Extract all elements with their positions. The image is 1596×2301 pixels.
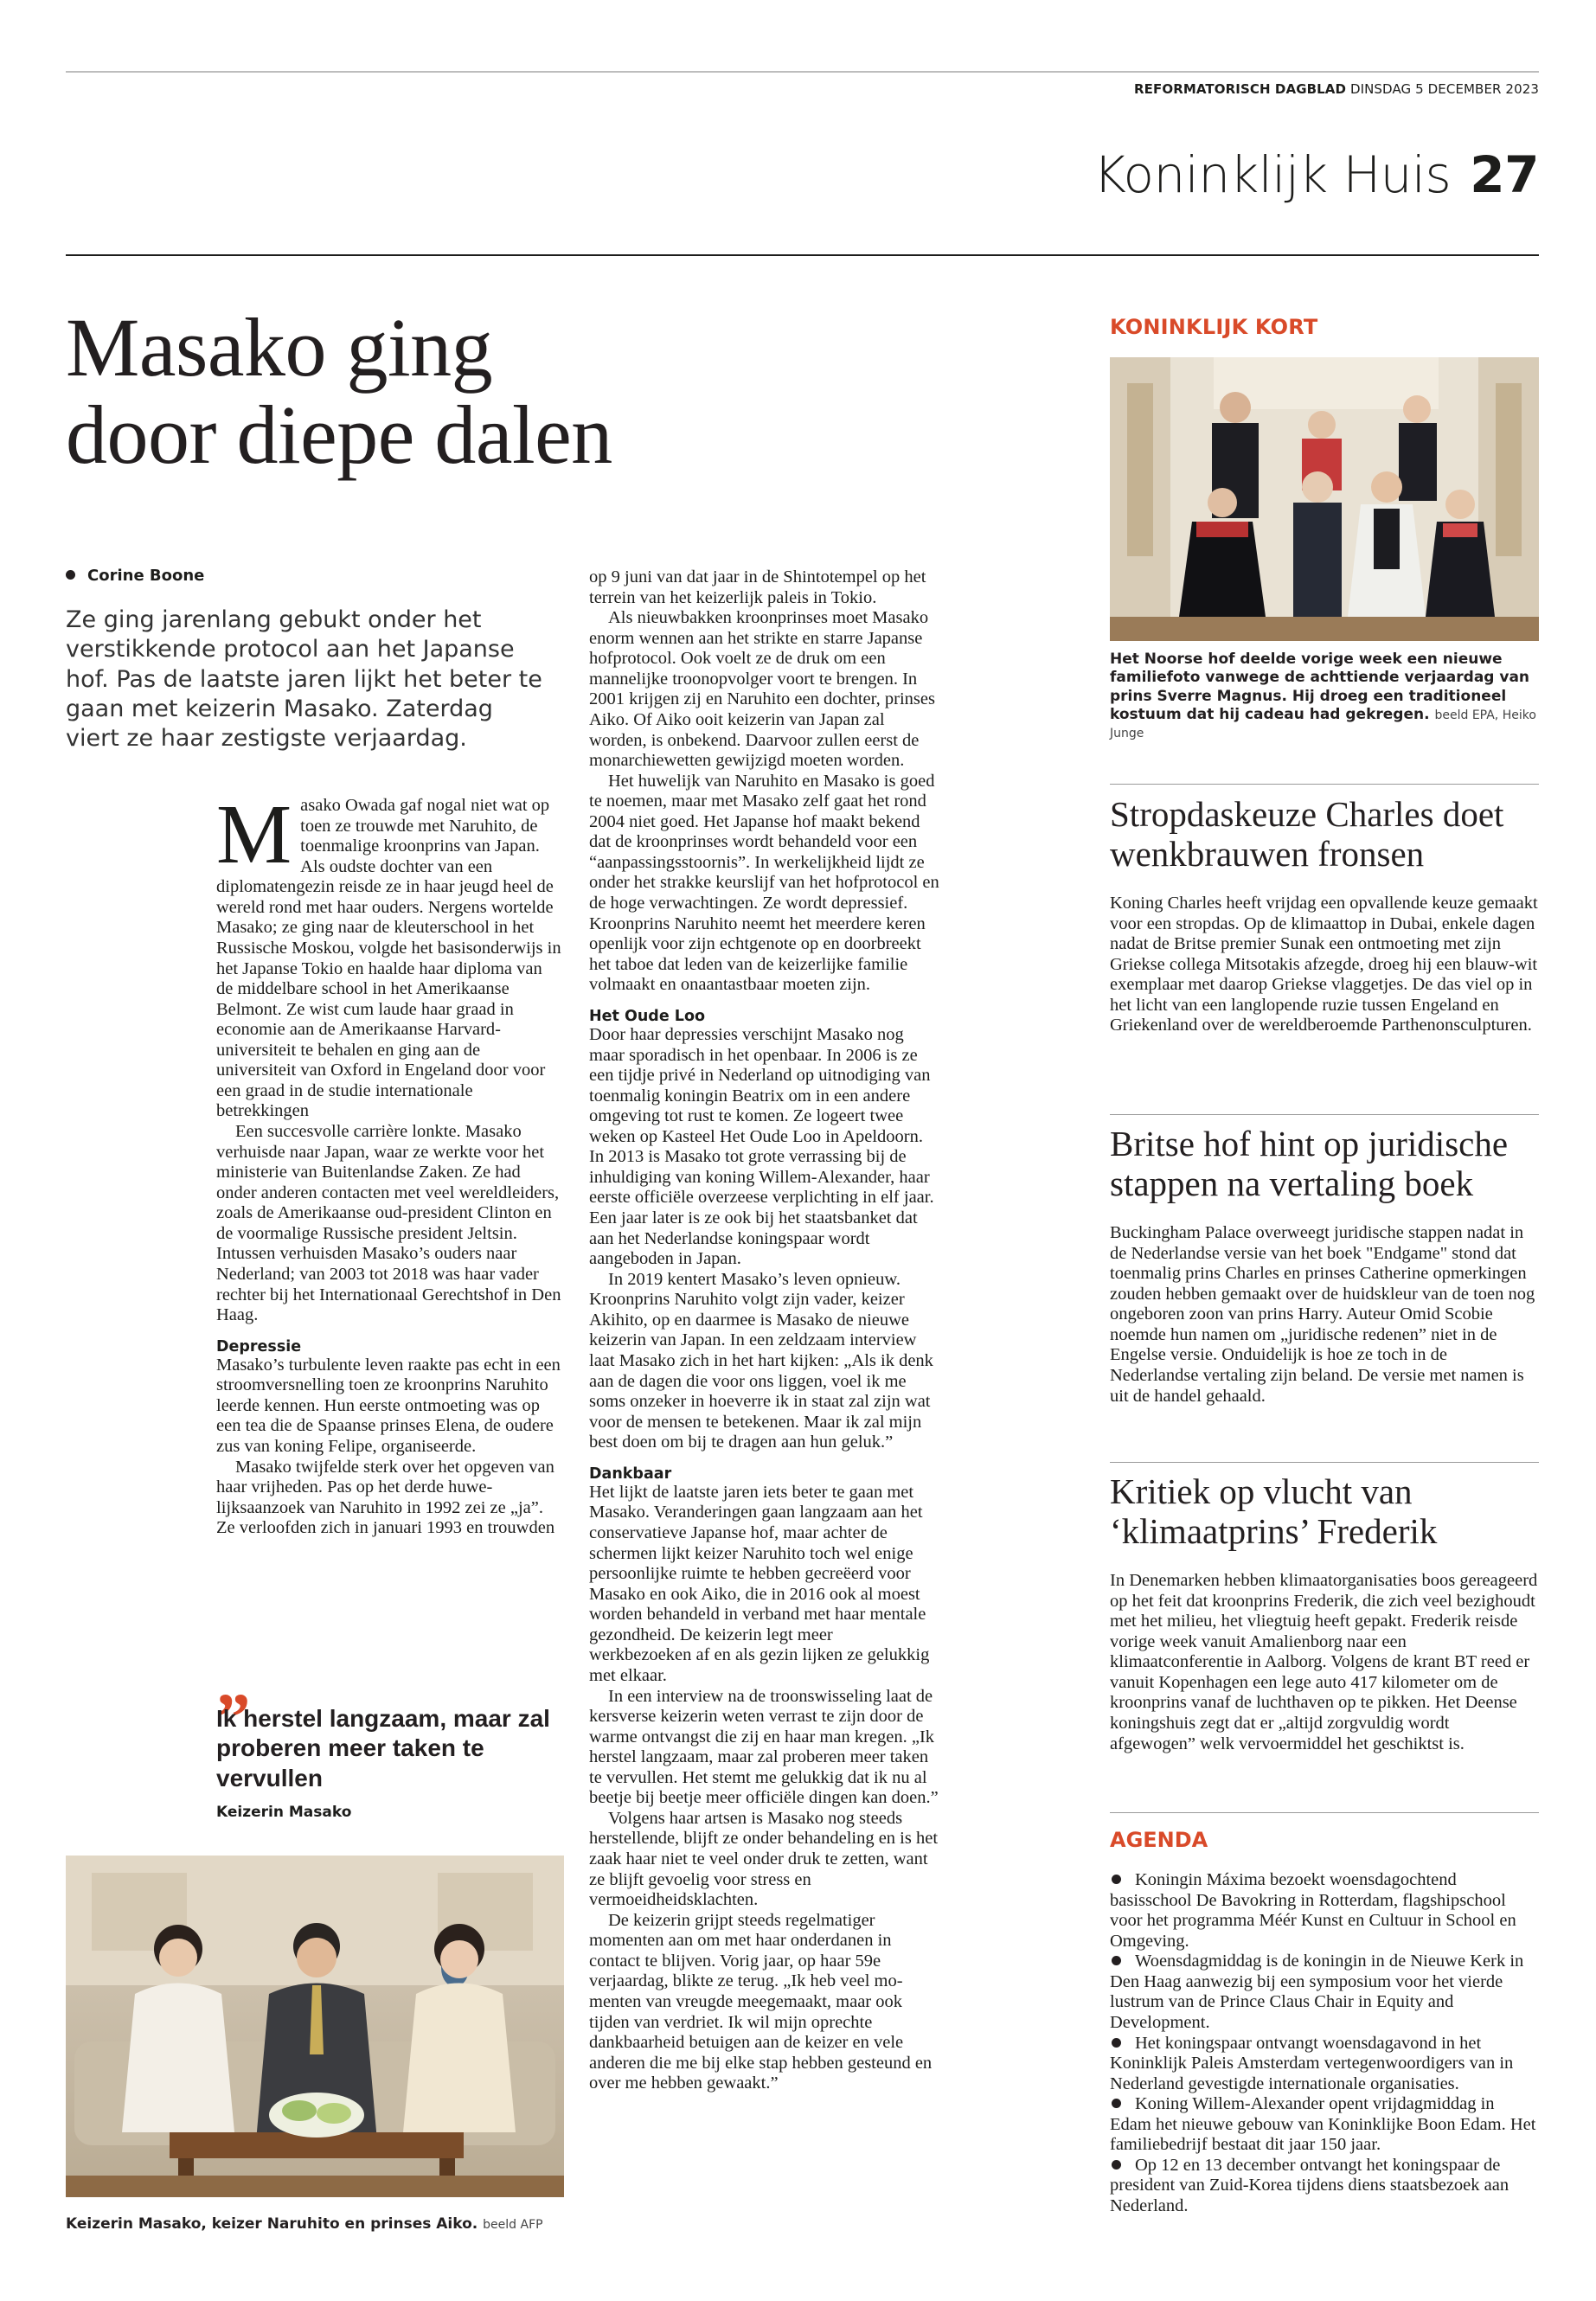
dateline — [1134, 81, 1539, 97]
headline-line-1: Masako ging — [66, 301, 493, 394]
bullet-icon — [1112, 2038, 1121, 2048]
agenda-text: Woensdagmiddag is de koningin in de Nieuwe Kerk in Den Haag aanwezig bij een symposium voor het vierde lustrum van de Prince Claus Chair in Equity and Development. — [1110, 1952, 1524, 2032]
paragraph: In een interview na de troonswisseling laat de kersverse keizerin weten verrast te zijn door de warme ontvangst die zij en haar man kregen. „Ik herstel langzaam, maar zal proberen meer taken te vervullen. Het stemt me gelukkig dat ik nu al beetje bij beetje meer officiële dingen kan doen.” — [589, 1686, 939, 1808]
paragraph: Een succesvolle carrière lonkte. Masako verhuisde naar Japan, waar ze werkte voor het ministerie van Buitenlandse Zaken. Ze had onder anderen contacten met veel wereldleiders, zoals de Amerikaanse oud-president Clinton en de voormalige Russische president Jeltsin. Intussen verhuisden Masako’s ouders naar Nederland; van 2003 tot 2018 was haar vader rechter bij het Internationaal Gerechtshof in Den Haag. — [216, 1122, 561, 1325]
photo-caption — [66, 2215, 567, 2234]
section-rule — [66, 254, 1539, 256]
subheading: Het Oude Loo — [589, 1007, 705, 1025]
paragraph: Masako twijfelde sterk over het opgeven van haar vrijheden. Pas op het derde huwelijksaanzoek van Naruhito in 1992 zei ze „ja”. Ze verloofden zich in januari 1993 en trouwden — [216, 1457, 555, 1538]
paragraph: Het lijkt de laatste jaren iets beter te gaan met Masako. Veranderingen gaan langzaam aan het conservatieve Japanse hof, maar achter de schermen lijkt keizer Naruhito toch wel enige persoonlijke ruimte te hebben gecreëerd voor Masako en ook Aiko, die in 2016 ook al moest worden behandeld in verband met haar mentale gezondheid. De keizerin legt meer werkbezoeken af en als gezin lijken ze gelukkig met elkaar. — [589, 1482, 930, 1685]
agenda-item — [1110, 1870, 1539, 1952]
article-lead: Ze ging jarenlang gebukt onder het verstikkende protocol aan het Japanse hof. Pas de laatste jaren lijkt het beter te gaan met keizerin Masako. Zaterdag viert ze haar zestigste verjaardag. — [66, 606, 542, 753]
bullet-icon — [1112, 2099, 1121, 2108]
subheading: Depressie — [216, 1337, 302, 1356]
article-column-2 — [589, 567, 939, 2094]
section-name: Koninklijk Huis — [1093, 145, 1452, 204]
brief-body: In Denemarken hebben klimaatorganisaties boos gereageerd op het feit dat kroonprins Frederik, die zich veel bezighoudt met het milieu, het vliegtuig heeft gepakt. Frederik reisde vorige week vanuit Amalienborg naar een klimaatconferentie in Aalborg. Volgens de krant BT reed er vanuit Kopenhagen een lege auto 417 kilometer om de kroonprins vanaf de luchthaven op te pikken. Het Deense koningshuis zegt dat er „altijd zorgvuldig wordt afgewogen” welk vervoermiddel het geschiktst is. — [1110, 1571, 1538, 1753]
photo-credit: beeld AFP — [483, 2218, 543, 2232]
bullet-icon — [1112, 2160, 1121, 2170]
brief-body: Koning Charles heeft vrijdag een opvallende keuze gemaakt voor een stropdas. Op de klimaattop in Dubai, enkele dagen nadat de Britse premier Sunak een ontmoeting met zijn Griekse collega Mitsotakis afzegde, droeg hij een blauw-wit exemplaar met daarop Griekse vlaggetjes. De das viel op in het licht van een langlopende ruzie tussen Engeland en Griekenland over de wereldberoemde Parthenonsculpturen. — [1110, 894, 1538, 1035]
divider — [1110, 784, 1539, 785]
byline — [66, 567, 204, 585]
subheading: Dankbaar — [589, 1465, 672, 1483]
paragraph — [216, 788, 562, 1122]
agenda-item — [1110, 2094, 1539, 2156]
page-number: 27 — [1470, 145, 1539, 204]
paragraph: In 2019 kentert Masako’s leven opnieuw. Kroonprins Naruhito volgt zijn vader, keizer Akihito, op en daarmee is Masako de nieuwe keizerin van Japan. In een zeldzaam interview laat Masako zich in het hart kijken: „Als ik denk aan de dagen die voor ons liggen, voel ik me soms onzeker in hoeverre ik in staat zal zijn wat voor de mensen te betekenen. Maar ik zal mijn best doen om bij te dragen aan hun geluk.” — [589, 1269, 933, 1452]
author-name: Corine Boone — [87, 567, 205, 585]
issue-date: DINSDAG 5 DECEMBER 2023 — [1349, 81, 1539, 97]
bullet-icon — [66, 570, 75, 580]
photo-credit: beeld EPA, Heiko Junge — [1110, 708, 1536, 740]
quote-mark-icon: „ — [216, 1644, 247, 1721]
top-rule — [66, 71, 1539, 73]
headline-line-2: door diepe dalen — [66, 388, 612, 481]
agenda-list — [1110, 1870, 1539, 2217]
brief-headline: Stropdaskeuze Charles doet wenkbrauwen fronsen — [1110, 794, 1504, 875]
drop-cap: M — [216, 788, 292, 881]
paragraph: op 9 juni van dat jaar in de Shintotempel op het terrein van het keizerlijk paleis in Tokio. — [589, 567, 926, 607]
paragraph: Door haar depressies verschijnt Masako nog maar sporadisch in het openbaar. In 2006 is ze een tijdje privé in Nederland op uitnodiging van toenmalig koningin Beatrix om in een andere omgeving tot rust te komen. Ze logeert twee weken op Kasteel Het Oude Loo in Apeldoorn. In 2013 is Masako tot grote verrassing bij de inhuldiging van koning Willem-Alexander, haar eerste officiële overzeese verplichting in elf jaar. Een jaar later is ze ook bij het staatsbanket dat aan het Nederlandse koningspaar wordt aangeboden in Japan. — [589, 1024, 934, 1269]
paragraph-text: asako Owada gaf nogal niet wat op toen ze trouwde met Naruhito, de toenmalige kroonprins van Japan. Als oudste dochter van een diplomatengezin reisde ze in haar jeugd heel de wereld rond met haar ouders. Nergens wortelde Masako; ze ging naar de kleuterschool in het Russische Moskou, volgde het basisonderwijs in het Japanse Tokio en haalde haar diploma van de middelbare school in het Amerikaanse Belmont. Ze wist cum laude haar graad in economie aan de Amerikaanse Harvard-universiteit te behalen en ging aan de universiteit van Oxford in Engeland door voor een graad in de studie internationale betrekkingen — [216, 796, 561, 1121]
koninklijk-kort-label: KONINKLIJK KORT — [1110, 315, 1318, 339]
paragraph: Masako’s turbulente leven raakte pas echt in een stroomversnelling toen ze kroonprins Naruhito leerde kennen. Hun eerste ontmoeting was op een tea die de Spaanse prinses Elena, de oudere zus van koning Felipe, organiseerde. — [216, 1355, 561, 1456]
agenda-item — [1110, 1952, 1539, 2033]
agenda-text: Koning Willem-Alexander opent vrijdagmiddag in Edam het nieuwe gebouw van Koninklijke Boon Edam. Het familiebedrijf bestaat dit jaar 150 jaar. — [1110, 2094, 1536, 2155]
agenda-text: Op 12 en 13 december ontvangt het koningspaar de president van Zuid-Korea tijdens diens staatsbezoek aan Nederland. — [1110, 2155, 1509, 2215]
paper-name: REFORMATORISCH DAGBLAD — [1134, 81, 1347, 97]
agenda-item — [1110, 2034, 1539, 2095]
paragraph: Volgens haar artsen is Masako nog steeds herstellende, blijft ze onder behandeling en is het zaak haar niet te veel onder druk te zetten, want ze blijft gevoelig voor stress en vermoeidheidsklachten. — [589, 1808, 939, 1910]
article-headline — [66, 301, 1061, 481]
caption-text: Het Noorse hof deelde vorige week een nieuwe familiefoto vanwege de achttiende verjaardag van prins Sverre Magnus. Hij droeg een traditioneel kostuum dat hij cadeau had gekregen. — [1110, 651, 1530, 723]
bullet-icon — [1112, 1956, 1121, 1965]
divider — [1110, 1114, 1539, 1115]
agenda-text: Koningin Máxima bezoekt woensdagochtend basisschool De Bavokring in Rotterdam, flagshipschool voor het programma Méér Kunst en Cultuur in School en Omgeving. — [1110, 1870, 1516, 1951]
agenda-text: Het koningspaar ontvangt woensdagavond in het Koninklijk Paleis Amsterdam vertegenwoordigers van in Nederland gevestigde internationale organisaties. — [1110, 2033, 1514, 2093]
divider — [1110, 1812, 1539, 1813]
article-column-1 — [216, 788, 562, 1539]
brief-headline: Britse hof hint op juridische stappen na vertaling boek — [1110, 1124, 1509, 1204]
brief-headline: Kritiek op vlucht van ‘klimaatprins’ Frederik — [1110, 1471, 1438, 1552]
section-header — [1093, 145, 1539, 204]
imperial-family-photo — [66, 1856, 564, 2197]
caption-text: Keizerin Masako, keizer Naruhito en prinses Aiko. — [66, 2215, 478, 2233]
paragraph: De keizerin grijpt steeds regelmatiger momenten aan om met haar onderdanen in contact te blijven. Vorig jaar, op haar 59e verjaardag, blikte ze terug. „Ik heb veel momenten van vreugde meegemaakt, maar ook tijden van verdriet. Ik wil mijn oprechte dankbaarheid betuigen aan de keizer en vele anderen die me bij elke stap hebben gesteund en over me hebben gewaakt.” — [589, 1910, 933, 2093]
agenda-label: AGENDA — [1110, 1828, 1208, 1852]
bullet-icon — [1112, 1875, 1121, 1884]
brief-body: Buckingham Palace overweegt juridische stappen nadat in de Nederlandse versie van het boek "Endgame" stond dat toenmalig prins Charles en prinses Catherine opmerkingen zouden hebben gemaakt over de huidskleur van de toen nog ongeboren zoon van prins Harry. Auteur Omid Scobie noemde hun namen om „juridische redenen” niet in de Engelse versie. Onduidelijk is hoe ze toch in de Nederlandse vertaling zijn beland. De versie met namen is uit de handel gehaald. — [1110, 1223, 1535, 1406]
agenda-item — [1110, 2156, 1539, 2217]
quote-attribution: Keizerin Masako — [216, 1804, 352, 1821]
paragraph: Als nieuwbakken kroonprinses moet Masako enorm wennen aan het strikte en starre Japanse hofprotocol. Ook voelt ze de druk om een mannelijke troonopvolger voort te brengen. In 2001 krijgen zij en Naruhito een dochter, prinses Aiko. Of Aiko ooit keizerin van Japan zal worden, is onbekend. Daarvoor zullen eerst de monarchiewetten gewijzigd moeten worden. — [589, 608, 935, 771]
divider — [1110, 1462, 1539, 1463]
paragraph: Het huwelijk van Naruhito en Masako is goed te noemen, maar met Masako zelf gaat het rond 2004 niet goed. Het Japanse hof maakt bekend dat de kroonprinses wordt behandeld voor een “aanpassingsstoornis”. In werkelijkheid lijdt ze onder het strakke keurslijf van het hofprotocol en de hoge verwachtingen. Ze wordt depressief. Kroonprins Naruhito neemt het meerdere keren openlijk voor zijn echtgenote op en doorbreekt het taboe dat leden van de keizerlijke familie volmaakt en onaantastbaar moeten zijn. — [589, 771, 939, 995]
sidebar-photo-caption — [1110, 651, 1539, 742]
pull-quote: Ik herstel langzaam, maar zal proberen meer taken te vervullen — [216, 1705, 550, 1791]
norwegian-family-photo — [1110, 357, 1539, 641]
